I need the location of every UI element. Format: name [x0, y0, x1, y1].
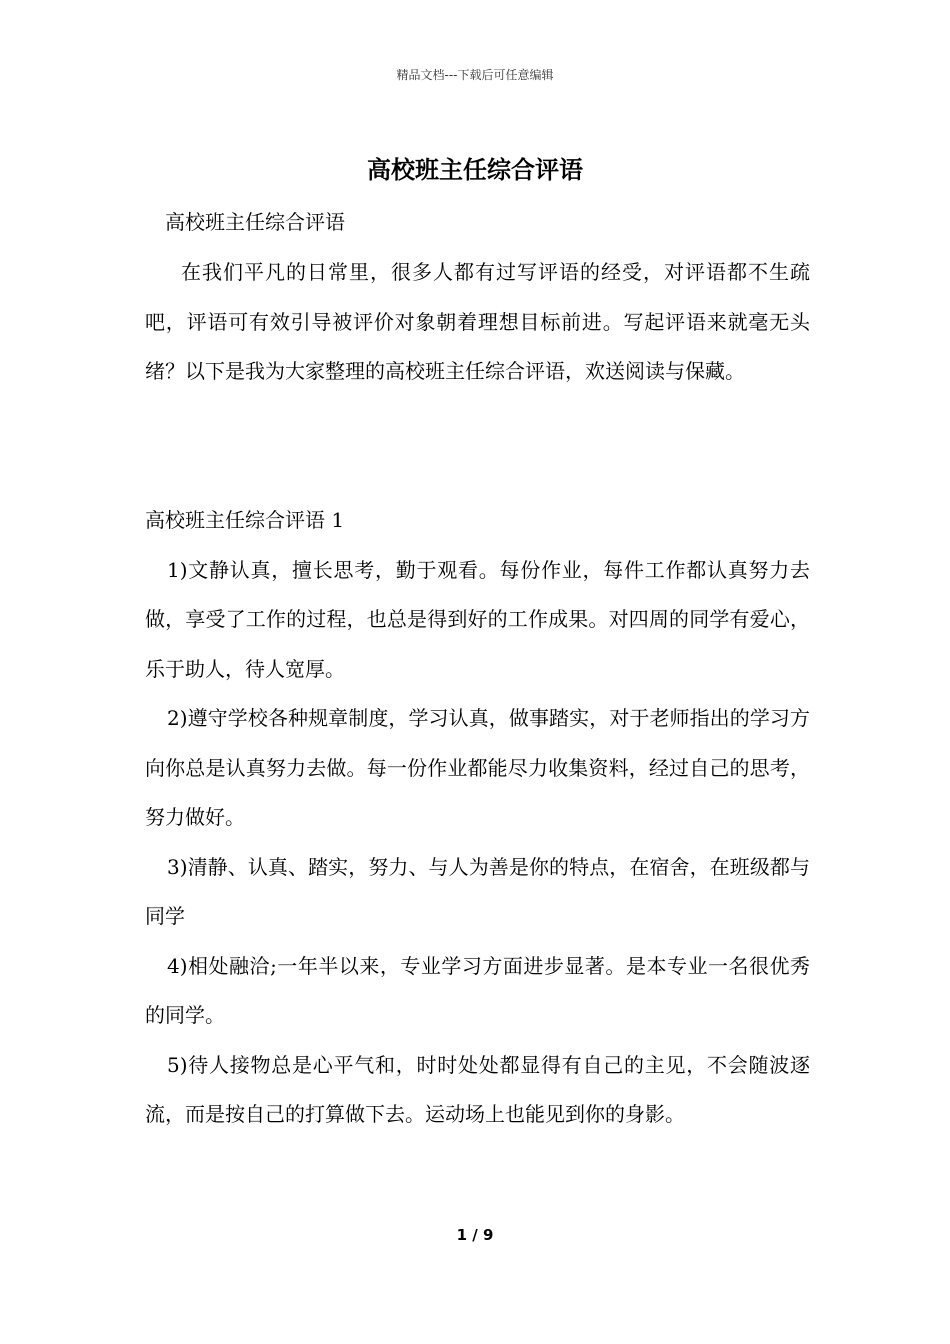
- intro-block: [145, 248, 810, 397]
- intro-paragraph: 在我们平凡的日常里，很多人都有过写评语的经受，对评语都不生疏吧，评语可有效引导被评价对象朝着理想目标前进。写起评语来就毫无头绪？以下是我为大家整理的高校班主任综合评语，欢送阅读与保藏。: [145, 260, 810, 383]
- page-header: 精品文档---下载后可任意编辑: [396, 68, 554, 82]
- section-1: [145, 496, 810, 1140]
- comment-item-3: 3)清静、认真、踏实，努力、与人为善是你的特点，在宿舍，在班级都与同学: [145, 854, 810, 928]
- page-indicator: 1 / 9: [456, 1226, 494, 1244]
- comment-item-4: 4)相处融洽;一年半以来，专业学习方面进步显著。是本专业一名很优秀的同学。: [145, 953, 810, 1027]
- document-title: 高校班主任综合评语: [367, 155, 583, 184]
- comment-item-1: 1)文静认真，擅长思考，勤于观看。每份作业，每件工作都认真努力去做，享受了工作的过程，也总是得到好的工作成果。对四周的同学有爱心，乐于助人，待人宽厚。: [145, 557, 810, 681]
- comment-item-2: 2)遵守学校各种规章制度，学习认真，做事踏实，对于老师指出的学习方向你总是认真努力去做。每一份作业都能尽力收集资料，经过自己的思考，努力做好。: [145, 706, 810, 829]
- comment-item-5: 5)待人接物总是心平气和，时时处处都显得有自己的主见，不会随波逐流，而是按自己的打算做下去。运动场上也能见到你的身影。: [145, 1052, 810, 1126]
- document-subtitle: 高校班主任综合评语: [165, 210, 345, 234]
- section-heading: 高校班主任综合评语 1: [145, 508, 345, 532]
